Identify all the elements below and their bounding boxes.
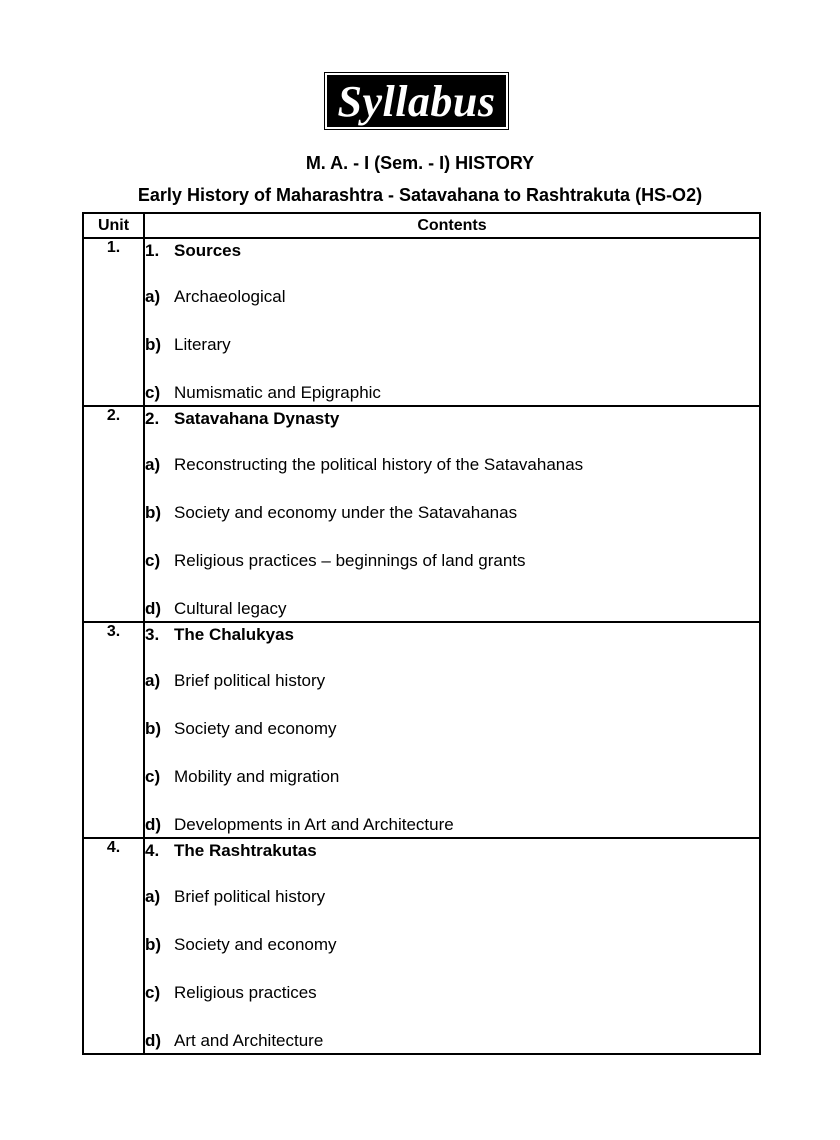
table-row bbox=[83, 406, 760, 622]
syllabus-badge-label: Syllabus bbox=[327, 75, 506, 127]
list-item bbox=[145, 333, 759, 381]
list-item bbox=[145, 453, 759, 501]
unit-number: 4. bbox=[83, 838, 144, 1054]
item-text: Literary bbox=[174, 335, 231, 354]
unit-column-header: Unit bbox=[83, 213, 144, 238]
list-item bbox=[145, 885, 759, 933]
item-text: Society and economy bbox=[174, 935, 337, 954]
list-item bbox=[145, 1029, 759, 1053]
unit-contents bbox=[144, 238, 760, 406]
list-item bbox=[145, 597, 759, 621]
heading-text: Satavahana Dynasty bbox=[174, 409, 340, 428]
course-title: M. A. - I (Sem. - I) HISTORY bbox=[305, 153, 535, 173]
item-text: Reconstructing the political history of the Satavahanas bbox=[174, 455, 584, 474]
unit-heading bbox=[145, 239, 759, 285]
item-text: Religious practices – beginnings of land grants bbox=[174, 551, 526, 570]
unit-heading bbox=[145, 623, 759, 669]
item-text: Religious practices bbox=[174, 983, 317, 1002]
table-row bbox=[83, 838, 760, 1054]
item-text: Cultural legacy bbox=[174, 599, 287, 618]
heading-marker: 2. bbox=[145, 409, 160, 428]
syllabus-badge bbox=[324, 72, 509, 130]
table-row bbox=[83, 622, 760, 838]
unit-number: 2. bbox=[83, 406, 144, 622]
heading-text: The Chalukyas bbox=[174, 625, 294, 644]
item-text: Society and economy bbox=[174, 719, 337, 738]
item-marker: d) bbox=[145, 599, 162, 618]
item-marker: d) bbox=[145, 815, 162, 834]
heading-text: Sources bbox=[174, 241, 242, 260]
item-marker: c) bbox=[145, 983, 161, 1002]
item-text: Developments in Art and Architecture bbox=[174, 815, 454, 834]
unit-contents bbox=[144, 838, 760, 1054]
list-item bbox=[145, 765, 759, 813]
item-marker: d) bbox=[145, 1031, 162, 1050]
item-text: Society and economy under the Satavahanas bbox=[174, 503, 518, 522]
list-item bbox=[145, 549, 759, 597]
contents-column-header: Contents bbox=[144, 213, 760, 238]
item-marker: b) bbox=[145, 719, 162, 738]
unit-contents bbox=[144, 622, 760, 838]
unit-heading bbox=[145, 839, 759, 885]
item-marker: a) bbox=[145, 455, 161, 474]
unit-contents bbox=[144, 406, 760, 622]
item-text: Archaeological bbox=[174, 287, 286, 306]
item-marker: b) bbox=[145, 935, 162, 954]
item-marker: a) bbox=[145, 671, 161, 690]
list-item bbox=[145, 669, 759, 717]
item-text: Art and Architecture bbox=[174, 1031, 324, 1050]
item-text: Brief political history bbox=[174, 887, 326, 906]
paper-title: Early History of Maharashtra - Satavahana to Rashtrakuta (HS-O2) bbox=[137, 185, 703, 205]
list-item bbox=[145, 381, 759, 405]
heading-marker: 1. bbox=[145, 241, 160, 260]
list-item bbox=[145, 501, 759, 549]
item-marker: b) bbox=[145, 503, 162, 522]
item-text: Numismatic and Epigraphic bbox=[174, 383, 381, 402]
list-item bbox=[145, 717, 759, 765]
table-header-row bbox=[83, 213, 760, 238]
heading-text: The Rashtrakutas bbox=[174, 841, 317, 860]
item-marker: a) bbox=[145, 287, 161, 306]
item-marker: a) bbox=[145, 887, 161, 906]
list-item bbox=[145, 933, 759, 981]
item-text: Brief political history bbox=[174, 671, 326, 690]
list-item bbox=[145, 813, 759, 837]
item-marker: c) bbox=[145, 767, 161, 786]
heading-marker: 4. bbox=[145, 841, 160, 860]
unit-heading bbox=[145, 407, 759, 453]
syllabus-table bbox=[82, 212, 761, 1055]
item-marker: c) bbox=[145, 551, 161, 570]
heading-marker: 3. bbox=[145, 625, 160, 644]
item-marker: b) bbox=[145, 335, 162, 354]
table-row bbox=[83, 238, 760, 406]
list-item bbox=[145, 285, 759, 333]
unit-number: 3. bbox=[83, 622, 144, 838]
list-item bbox=[145, 981, 759, 1029]
unit-number: 1. bbox=[83, 238, 144, 406]
item-text: Mobility and migration bbox=[174, 767, 340, 786]
item-marker: c) bbox=[145, 383, 161, 402]
